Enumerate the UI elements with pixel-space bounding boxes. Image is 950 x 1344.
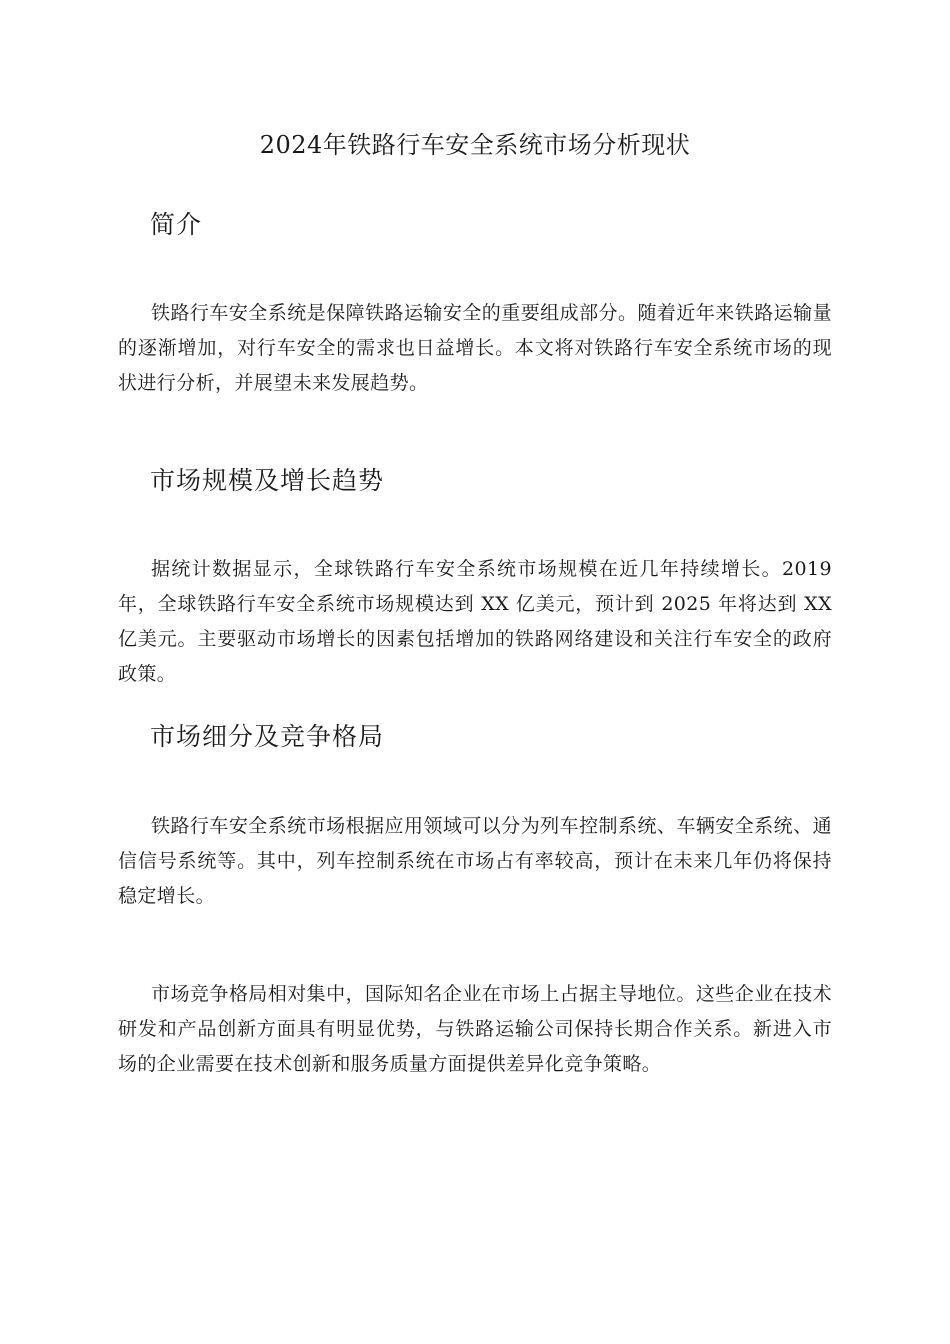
paragraph-segmentation: 铁路行车安全系统市场根据应用领域可以分为列车控制系统、车辆安全系统、通信信号系统等。其中，列车控制系统在市场占有率较高，预计在未来几年仍将保持稳定增长。 bbox=[118, 815, 832, 907]
section-heading-intro: 简介 bbox=[150, 210, 203, 239]
paragraph-market-size: 据统计数据显示，全球铁路行车安全系统市场规模在近几年持续增长。2019 年，全球铁路行车安全系统市场规模达到 XX 亿美元，预计到 2025 年将达到 XX 亿美元。主要驱动市场增长的因素包括增加的铁路网络建设和关注行车安全的政府政策。 bbox=[118, 558, 832, 685]
paragraph-intro: 铁路行车安全系统是保障铁路运输安全的重要组成部分。随着近年来铁路运输量的逐渐增加，对行车安全的需求也日益增长。本文将对铁路行车安全系统市场的现状进行分析，并展望未来发展趋势。 bbox=[118, 302, 832, 394]
document-title: 2024年铁路行车安全系统市场分析现状 bbox=[259, 131, 691, 159]
paragraph-competition: 市场竞争格局相对集中，国际知名企业在市场上占据主导地位。这些企业在技术研发和产品创新方面具有明显优势，与铁路运输公司保持长期合作关系。新进入市场的企业需要在技术创新和服务质量方面提供差异化竞争策略。 bbox=[118, 983, 832, 1075]
section-heading-segmentation: 市场细分及竞争格局 bbox=[150, 722, 385, 751]
section-heading-market-size: 市场规模及增长趋势 bbox=[150, 466, 385, 495]
